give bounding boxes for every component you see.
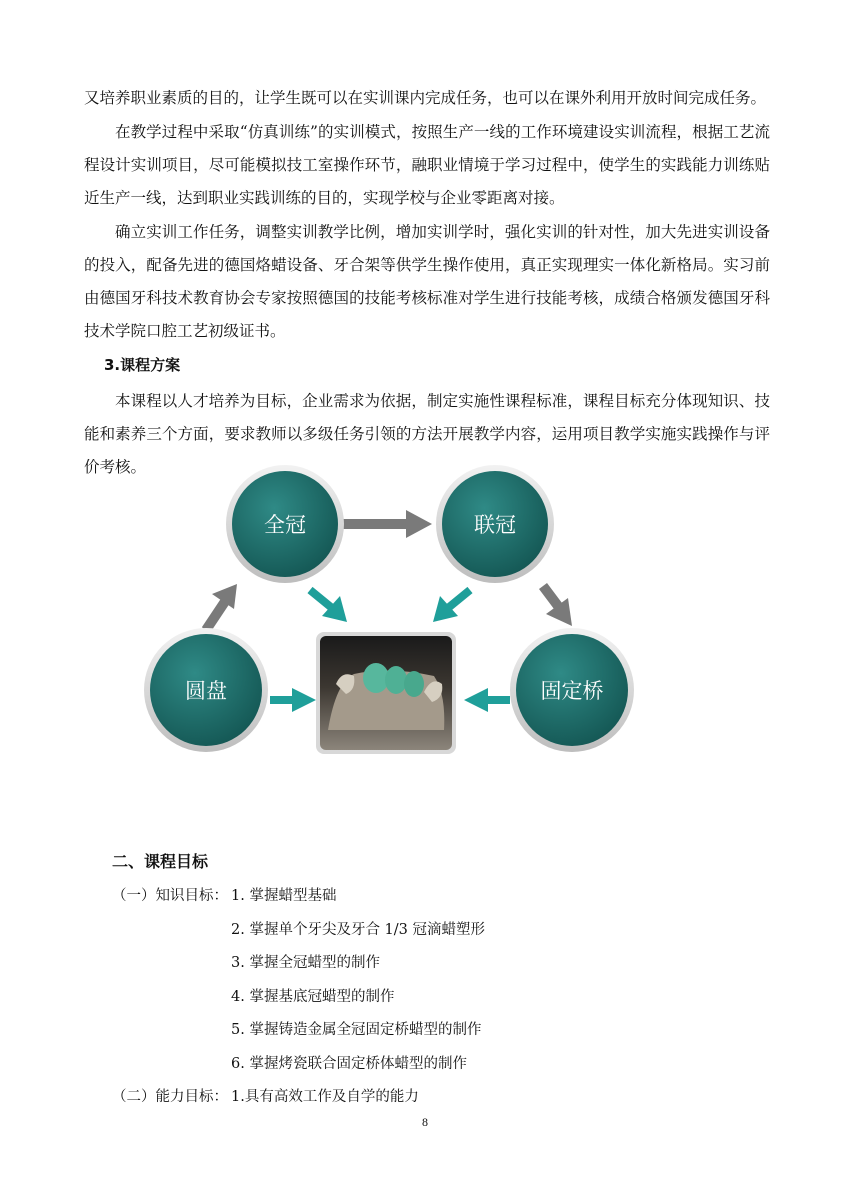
section-heading-course-goals: 二、课程目标 [112,852,209,871]
arrow-lianguan-to-center [433,590,470,622]
knowledge-goal-item: 6. 掌握烤瓷联合固定桥体蜡型的制作 [231,1056,467,1072]
arrow-yuanpan-to-quanguan [206,584,237,630]
section-heading-course-plan: 3.课程方案 [104,356,181,374]
paragraph-3: 确立实训工作任务，调整实训教学比例，增加实训学时，强化实训的针对性，加大先进实训设备的投入，配备先进的德国烙蜡设备、牙合架等供学生操作使用，真正实现理实一体化新格局。实习前由德国牙科技术教育协会专家按照德国的技能考核标准对学生进行技能考核，成绩合格颁发德国牙科技术学院口腔工艺初级证书。 [84,223,770,340]
knowledge-goal-item: 4. 掌握基底冠蜡型的制作 [231,989,395,1005]
node-label-lianguan: 联冠 [474,513,516,537]
paragraph-course-plan: 本课程以人才培养为目标，企业需求为依据，制定实施性课程标准，课程目标充分体现知识、技能和素养三个方面，要求教师以多级任务引领的方法开展教学内容，运用项目教学实施实践操作与评价考核。 [84,392,770,476]
ability-goal-item: 1.具有高效工作及自学的能力 [231,1089,419,1105]
dental-model-photo [316,632,456,754]
node-gudingqiao [510,628,634,752]
knowledge-goals-label: （一）知识目标： [112,888,228,904]
knowledge-goal-item: 3. 掌握全冠蜡型的制作 [231,955,380,971]
arrow-yuanpan-to-center [270,688,316,712]
knowledge-goal-item: 2. 掌握单个牙尖及牙合 1/3 冠滴蜡塑形 [231,922,485,938]
paragraph-2: 在教学过程中采取“仿真训练”的实训模式，按照生产一线的工作环境建设实训流程，根据工艺流程设计实训项目，尽可能模拟技工室操作环节，融职业情境于学习过程中，使学生的实践能力训练贴近生产一线，达到职业实践训练的目的，实现学校与企业零距离对接。 [84,123,770,207]
course-flow-diagram [140,462,640,762]
arrow-gudingqiao-to-center [464,688,510,712]
arrow-quanguan-to-center [310,590,347,622]
ability-goals-label: （二）能力目标： [112,1089,228,1105]
page-number: 8 [422,1115,428,1129]
node-label-gudingqiao: 固定桥 [540,679,604,703]
paragraph-1: 又培养职业素质的目的，让学生既可以在实训课内完成任务，也可以在课外利用开放时间完成任务。 [84,89,767,107]
arrow-quanguan-to-lianguan [341,510,432,538]
node-label-quanguan: 全冠 [264,513,306,537]
knowledge-goal-item: 5. 掌握铸造金属全冠固定桥蜡型的制作 [231,1022,482,1038]
node-lianguan [436,465,554,583]
node-label-yuanpan: 圆盘 [185,679,227,703]
node-quanguan [226,465,344,583]
node-yuanpan [144,628,268,752]
knowledge-goal-item: 1. 掌握蜡型基础 [231,888,337,904]
arrow-lianguan-to-gudingqiao [543,586,572,626]
